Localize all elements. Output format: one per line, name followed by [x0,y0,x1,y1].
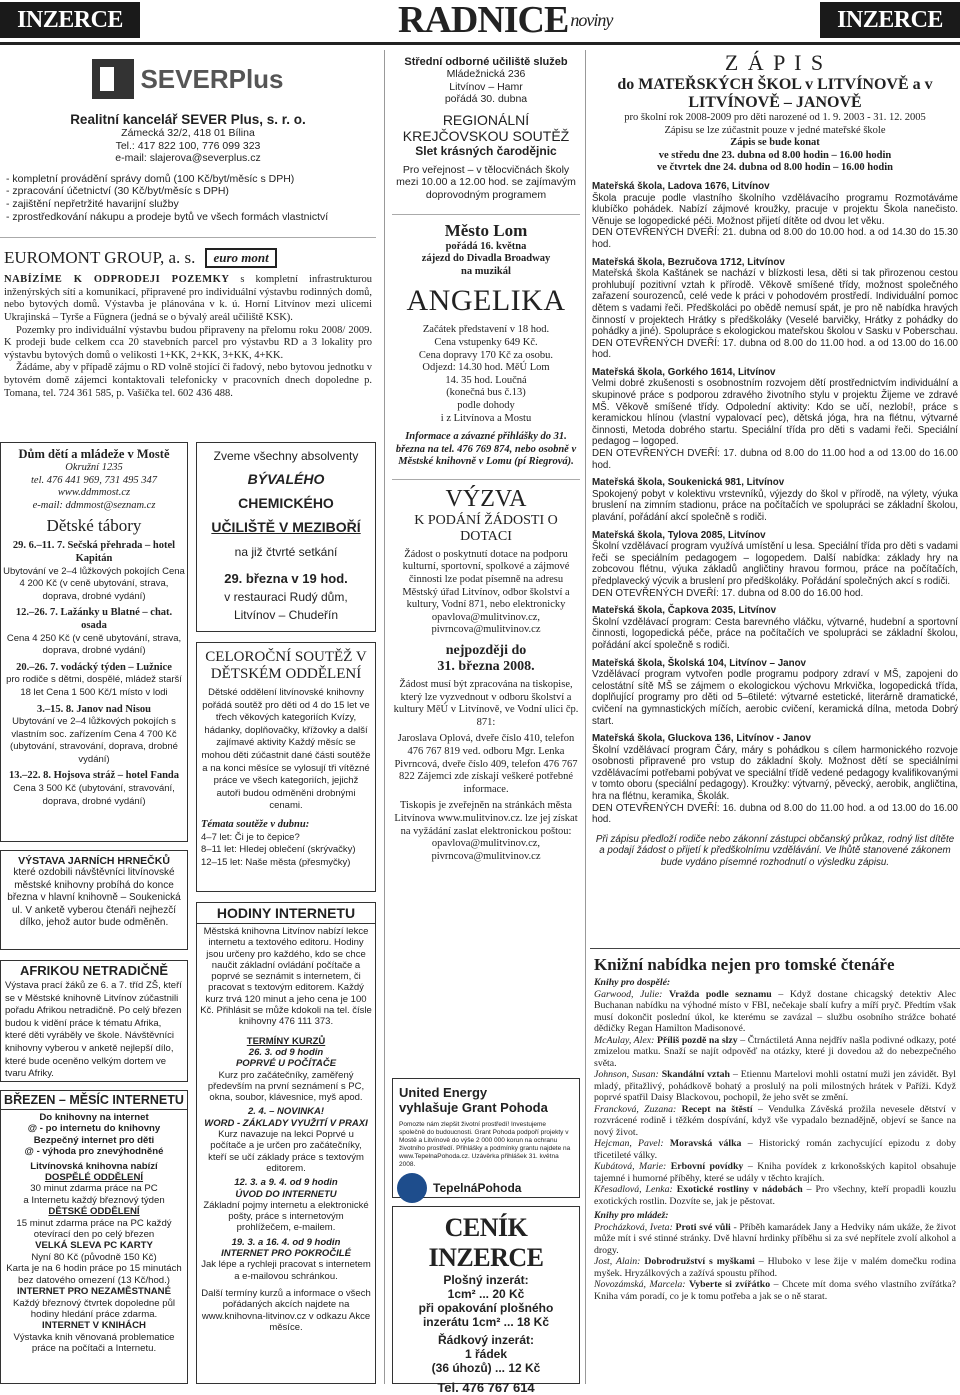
school-open: DEN OTEVŘENÝCH DVEŘÍ: 17. dubna od 8.00 do 11.00 hod. a od 13.00 do 16.00 hod. [592,337,958,361]
brezen-line: Nyní 80 Kč (původně 150 Kč) [31,1251,157,1263]
book-author: Garwood, Julie: [594,988,663,1000]
school-open: DEN OTEVŘENÝCH DVEŘÍ: 21. dubna od 8.00 do 10.00 hod. a od 14.30 do 15.30 hod. [592,227,958,250]
mesto-body-line: Cena vstupenky 649 Kč. [434,336,538,348]
school-name: Mateřská škola, Školská 104, Litvínov – Janov [592,657,807,669]
brezen-line: Každý březnový čtvrtek dopoledne půl hodiny hledání práce zdarma. [12,1297,176,1320]
book-author: Procházková, Iveta: [594,1221,673,1233]
book-title: Dobrodružství s myškami [644,1256,755,1267]
school-entry [592,367,958,471]
book-desc: – Historický román zachycující epizodu z doby třicetileté války. [594,1138,956,1161]
hodiny-term-body: Kurz navazuje na lekci Poprvé u počítače a je určen pro začátečníky, kteří se učí základy práce s textovým editorem. [208,1129,364,1174]
ucs-line: pořádá 30. dubna [444,93,528,106]
section-tab-left: INZERCE [0,2,140,38]
column-divider [585,50,586,1384]
severplus-company: Realitní kancelář SEVER Plus, s. r. o. [70,112,306,127]
hodiny-term-body: Jak lépe a rychleji pracovat s internetem a e-mailovou schránkou. [201,1259,371,1282]
ddm-item-body: Ubytování ve 2–4 lůžkových pokojích Cena 4 200 Kč (v ceně ubytování, strava, doprava, drobné vydání) [3,565,185,602]
book-title: Recept na štěstí [681,1103,753,1115]
ddm-item-head: 20.–26. 7. vodácký týden – Lužnice [16,661,172,673]
severplus-services [0,165,376,223]
ucs-body: Pro veřejnost – v tělocvičnách školy mezi 10.00 a 12.00 hod. se zajímavým doprovodným programem [396,163,576,201]
chemicke-line: na již čtvrté setkání [234,545,338,559]
school-name: Mateřská škola, Čapkova 2035, Litvínov [592,605,777,617]
severplus-ad [0,112,376,165]
mesto-body-line: podle dohody [457,399,515,411]
celorocni-topic: 8–11 let: Hledej oblečení (skrývačky) [201,844,356,856]
hrnecku-body: které ozdobili návštěvníci litvínovské městské knihovny probíhá do konce března v hlavní knihovně – Soukenická ul. V anketě vyberou čtenáři nejhezčí dílko, jehož autor bude odměněn. [7,867,181,929]
hodiny-term-body: Kurz pro začátečníky, zaměřený především na první seznámení s PC, okna, soubor, klávesnice, myš apod. [207,1069,365,1104]
hodiny-term-date: 2. 4. – NOVINKA! [247,1106,325,1118]
right-column [590,50,960,1384]
book-desc: – Kniha povídek z krkonošských kapitol obsahuje tajemné i humorné příběhy, které se udály v těchto krajích. [594,1161,956,1184]
book-desc: – Čtrnáctiletá Anna nejdřív našla podivné odkazy, poté zmizelou matku. Snaží se najít odpověď na otázky, které ji dovedou až do nebezpečného světa. [594,1034,956,1069]
brezen-line: VELKÁ SLEVA PC KARTY [35,1240,153,1252]
school-name: Mateřská škola, Bezručova 1712, Litvínov [592,256,785,268]
book-desc: – Když dostane chicagský detektiv Alec Buchanan nabídku na výhodné místo v FBI, nečekaje sbalí kufry a míří pryč. Předtím však musí dokončit poslední úkol, ke kterému se zavázal – službu osobního strážce bohaté dědičky Regan Hamilton Madisonové. [594,988,956,1034]
section-tab-right: INZERCE [820,2,960,38]
vyzva-body: Žádost o poskytnutí dotace na podporu kulturní, sportovní, spolkové a zájmové činnosti lze podat písemně na adresu Městský úřad Litvínov, odbor školství a kultury, Vodní 871, nebo elektronicky opavlova@mulitvinov.cz, pivrncova@mulitvinov.cz [402,548,570,636]
school-open: DEN OTEVŘENÝCH DVEŘÍ: 17. dubna od 8.00 do 11.00 hod a od 13.00 do 16.00 hod. [592,448,958,471]
afrikou-box [0,960,188,1082]
brezen-line: INTERNET PRO NEZAMĚSTNANÉ [16,1286,172,1298]
book-title: Skandální vztah [661,1069,730,1080]
ddm-item-body: Ubytování ve 2–4 lůžkových pokojích s vlastním soc. zařízením Cena 4 700 Kč (ubytování, stravování, doprava, drobné vydání) [10,716,178,765]
knizni-heading: Knihy pro mládež: [594,1210,669,1221]
euromont-title: EUROMONT GROUP, a. s. [4,248,196,268]
book-title: Vyberte si zvířátko [689,1279,771,1290]
book-entry [594,1069,956,1104]
chemicke-line: UČILIŠTĚ V MEZIBOŘÍ [211,519,361,535]
book-desc: – Hluboko v lese žije v malém domečku rodina myšek. Hryzálkových a zažívá spoustu příhod. [594,1256,956,1279]
book-entry [594,1184,956,1207]
book-author: Kubátová, Marie: [594,1161,667,1172]
book-author: Jost, Alain: [594,1256,641,1267]
book-author: Novozámská, Marcela: [594,1279,686,1290]
hodiny-box [196,902,376,1384]
school-text: Škola pracuje podle vlastního školního vzdělávacího programu Rozmotáváme klubíčko pohádek. Nabízí zájmové kroužky, pracuje v projektu Škola nanečisto. Věnuje se logopedické péči. Možnost přijetí dítěte od dvou let věku. [592,192,958,227]
school-text: Spokojený pobyt v kolektivu vrstevníků, výjezdy do škol v přírodě, na výlety, výuka bruslení na zimním stadionu, práce na počítačích ve spolupráci se základní školou, plavání, pořádání akcí společně s rodiči. [592,488,958,523]
service-item: - zajištění nepřetržité havarijní služby [6,197,179,210]
brezen-box [0,1090,188,1384]
celorocni-body: Dětské oddělení litvínovské knihovny pořádá soutěž pro děti od 4 do 15 let ve třech věkových kategoriích Kvízy, hádanky, doplňovačky, křížovky a další zajímavé aktivity Každý měsíc se mohou děti zúčastnit dané části soutěže a na konci měsíce se vylosují tři vítězné práce ve všech kategoriích, jejichž autoři budou odměněni drobnými cenami. [201,687,371,812]
ddm-subtitle: Dětské tábory [46,516,142,536]
chemicke-line: 29. března v 19 hod. [224,571,348,586]
book-entry [594,1256,956,1279]
euromont-lead: NABÍZÍME K ODPRODEJI POZEMKY [4,274,230,286]
brezen-line: Litvínovská knihovna nabízí [30,1160,158,1172]
euromont-logo: euro mont [205,248,276,268]
ddm-box [0,442,188,842]
chemicke-line: Zveme všechny absolventy [213,449,359,463]
cenik-ad [392,1206,580,1395]
hodiny-term-name: INTERNET PRO POKROČILÉ [221,1248,351,1260]
hodiny-term-name: WORD - ZÁKLADY VYUŽITÍ V PRAXI [204,1117,368,1129]
severplus-logo [0,56,376,102]
ucs-line: Střední odborné učiliště služeb [404,56,568,68]
celorocni-topic: 12–15 let: Naše města (přesmyčky) [201,856,351,868]
zapis-lead: Zápis se bude konat [730,137,820,149]
afrikou-body: Výstava prací žáků ze 6. a 7. tříd ZŠ, kteří se v Městské knihovně Litvínov zúčastnili pořadu Afrikou netradičně. Po celý březen budou k vidění práce k tématu Afrika, které děti vyráběly ve škole. Návštěvníci knihovny vyberou v anketě nejlepší dílo, které bude oceněno velkým dortem ve tvaru Afriky. [5,980,182,1080]
masthead [398,0,612,40]
mesto-line: pořádá 16. května [445,240,527,252]
school-text: Mateřská škola Kaštánek se nachází v blízkosti lesa, děti si tak přirozenou cestou prohlubují pozitivní vztah k přírodě. Věkově smíšené třídy, možnost společného zařazení sourozenců, celé vede k práci v pohodovém prostředí. Individuální pomoc dětem s vadami řeči. Předškoláci po obědě nemusí spát, je pro ně nabídka hravých činností v projektech Hrátky s předškoláky (Veselé barvičky, Hrátky z pohádky do pohádky a jiné). Spolupráce s ekologickou mateřskou školou v Sasku v Poberschau. [592,268,958,338]
hodiny-title: HODINY INTERNETU [197,903,375,924]
united-small: Pomozte nám zlepšit životní prostředí! Investujeme společně do budoucnosti. Grant Pohoda podpoří projekty v Mostě a Litvínově do výše 2 000 000 korun na ochranu životního prostředí. Přihlášky a podmínky grantu najdete na www.TepelnaPohoda.cz. Uzávěrka přihlášek 31. května 2008. [399,1121,571,1168]
service-item: - zpracování účetnictví (30 Kč/byt/měsíc s DPH) [6,185,229,198]
book-entry [594,989,956,1035]
school-entry [592,658,958,728]
hodiny-term-date: 19. 3. a 16. 4. od 9 hodin [231,1236,341,1248]
school-text: Vzdělávací program vytvořen podle programu podpory zdraví v MŠ, zapojeni do celostátní sítě MŠ se zájmem o ekologickou výchovu Mrkvička, logopedická třída, doplňující programy pro děti od 5–6tileté: výtvarné estetické, literárně dramatické, cvičení na gymnastických míčích, aerobic cvičení, keramická dílna, metoda Dobrý start. [592,669,958,727]
ddm-item-head: 3.–15. 8. Janov nad Nisou [36,703,152,715]
ddm-item [3,607,185,657]
chemicke-box [196,442,376,632]
vyzva-contacts: Jaroslava Oplová, dveře číslo 410, telefon 476 767 819 ved. odboru Mgr. Lenka Pivrncová, dveře číslo 409, telefon 476 767 822 Zájemci zde získají veškeré potřebné informace. [394,733,578,795]
masthead-title: RADNICE [398,0,569,41]
school-text: Školní vzdělávací program: Cesta barevného vláčku, výtvarné, hudební a sportovní činnosti, logopedická péče, práce na počítačích ve spolupráci se základní školou, pořádání akcí společně s rodiči. [592,616,958,651]
ddm-street: Okružní 1235 [65,462,123,473]
book-desc: – Vendulka Závěská prožila nevesele dětství v rozvrácené rodině i těžkém dospívání, když vše vypadalo beznadějně, objeví se šance na nový život. [594,1103,957,1138]
school-open: DEN OTEVŘENÝCH DVEŘÍ: 17. dubna od 8.00 do 16.00 hod. [592,587,864,599]
school-name: Mateřská škola, Tylova 2085, Litvínov [592,529,766,541]
book-title: Proti své vůli [675,1221,731,1233]
zapis-schools [590,181,960,869]
mesto-body-line: Odjezd: 14.30 hod. MěÚ Lom [422,362,550,374]
mesto-line: zájezd do Divadla Broadway [421,253,551,265]
school-name: Mateřská škola, Gluckova 136, Litvínov - Janov [592,733,811,745]
zapis-note: Při zápisu předloží rodiče nebo zákonní zástupci občanský průkaz, rodný list dítěte a podají žádost o přijetí k předškolnímu vzdělávání. Ve lhůtě stanovené zákonem bude vydáno písemné rozhodnutí o výsledku zápisu. [595,833,955,869]
chemicke-line: Litvínov – Chudeřín [233,608,339,622]
book-desc: – Chcete mít doma svého vlastního zvířátka? Kniha vám poradí, co je k tomu potřeba a jak se o ně starat. [594,1279,956,1302]
brezen-line: DĚTSKÉ ODDĚLENÍ [48,1206,140,1218]
book-entry [594,1035,956,1070]
vyzva-deadline: nejpozději do [445,643,527,659]
school-text: Školní vzdělávací program Čáry, máry s pohádkou s cílem harmonického rozvoje osobnosti připravené pro vstup do základní školy. Možnost dětí se speciálními vzdělávacími potřebami pobývat ve speciální třídě vedené pedagogy kvalifikovanými v tomto oboru (speciální pedagogy). Kroužky: výtvarný, pěvecký, aerobik, angličtina, hra na flétnu, keramika, Školák. [592,744,958,803]
ddm-item-head: 29. 6.–11. 7. Sečská přehrada – hotel Kapitán [12,540,176,564]
brezen-line: Do knihovny na internet [39,1112,149,1123]
vyzva-subtitle: K PODÁNÍ ŽÁDOSTI O DOTACI [414,512,558,544]
school-text: Školní vzdělávací program využívá umístění u lesa. Speciální třída pro děti s vadami řeči se speciálním pedagogem – logopedem. Další nabídka: základy hry na zobcovou flétnu, výuka základů angličtiny hravou formou, práce na počítačích, předplavecký výcvik a bruslení pro předškoláky. Pořádání společných akcí s rodiči. [592,541,958,587]
service-item: - kompletní provádění správy domů (100 Kč/byt/měsíc s DPH) [6,172,295,185]
ddm-item [3,540,185,603]
book-entry [594,1279,956,1302]
book-title: Vražda podle seznamu [668,988,772,1000]
chemicke-line: v restauraci Rudý dům, [224,590,348,604]
brezen-line: DOSPĚLÉ ODDĚLENÍ [44,1172,144,1184]
brezen-line: @ - výhoda pro znevýhodněné [24,1146,164,1158]
page-header [0,0,960,44]
zapis-lead: pro školní rok 2008-2009 pro děti narozené od 1. 9. 2003 - 31. 12. 2005 [624,112,926,123]
cenik-line: 1 řádek [464,1347,508,1361]
knizni-heading: Knihy pro dospělé: [594,977,671,988]
brezen-line: Karta je na 6 hodin práce po 15 minutách bez datového omezení (13 Kč/hod.) [6,1263,182,1286]
ucs-line: Litvínov – Hamr [449,80,523,93]
school-name: Mateřská škola, Soukenická 981, Litvínov [592,477,785,489]
hodiny-foot: Další termíny kurzů a informace o všech pořádaných akcích najdete na www.knihovna-litvinov.cz v odkazu Akce měsíce. [201,1287,371,1333]
united-subtitle: vyhlašuje Grant Pohoda [399,1100,548,1115]
book-author: McAulay, Alex: [594,1034,655,1046]
zapis-header [590,50,960,175]
ucs-ad [392,50,580,202]
cenik-title: CENÍK INZERCE [428,1213,544,1272]
cenik-line: (36 úhozů) ... 12 Kč [431,1361,541,1375]
middle-column [392,50,580,1395]
ddm-item [3,704,185,767]
book-title: Exotické rostliny v nádobách [676,1184,803,1195]
mesto-show: ANGELIKA [406,284,566,318]
celorocni-title: CELOROČNÍ SOUTĚŽ V DĚTSKÉM ODDĚLENÍ [205,649,367,682]
euromont-ad [0,248,376,400]
ddm-tel: tel. 476 441 969, 731 495 347 [31,474,157,486]
school-entry [592,605,958,651]
mesto-body-line: (konečná bus č.13) [446,387,526,399]
united-ad [392,1078,580,1198]
severplus-logo-text: SEVERPlus [140,63,284,94]
ddm-email[interactable]: e-mail: ddmmost@seznam.cz [32,499,156,511]
celorocni-box [196,642,376,892]
book-entry [594,1138,956,1161]
zapis-title: Z Á P I S [724,50,826,75]
brezen-line: INTERNET V KNIHÁCH [42,1320,146,1332]
header-rule [0,42,960,45]
vyzva-body3: Tiskopis je zveřejněn na stránkách města Litvínova www.mulitvinov.cz. lze jej získat na vyžádání zaslat elektronickou poštou: opavlova@mulitvinov.cz, pivrncova@mulitvinov.cz [394,800,578,862]
ddm-web[interactable]: www.ddmmost.cz [57,487,131,499]
chemicke-line: CHEMICKÉHO [238,495,334,511]
brezen-line: a Internetu každý březnový týden [23,1194,165,1206]
mesto-line: na muzikál [461,265,511,277]
book-desc: - Příběh kamarádek Jany a Hedviky nám ukáže, že život může mít i své stinné stránky. Dvě hlavní hrdinky příběhu si za své nepřítele zvolí alkohol a drogy. [594,1221,957,1256]
mesto-body-line: Začátek představení v 18 hod. [422,324,550,336]
hrnecku-box [0,850,188,950]
zapis-lead: ve středu dne 23. dubna od 8.00 hodin – 16.00 hodin [658,149,892,161]
cenik-phone: Tel. 476 767 614 [437,1380,535,1395]
cenik-line: při opakování plošného [418,1301,554,1315]
masthead-sub: noviny [570,10,613,30]
ddm-item-head: 13.–22. 8. Hojsova stráž – hotel Fanda [8,770,180,782]
divider [0,237,376,238]
ddm-item-body: Cena 4 250 Kč (v ceně ubytování, strava, doprava, drobné vydání) [6,632,182,657]
ddm-item-head: 12.–26. 7. Lažánky u Blatné – chat. osada [15,607,173,631]
celorocni-topic-head: Témata soutěže v dubnu: [201,818,310,830]
school-entry [592,530,958,600]
severplus-email[interactable]: e-mail: slajerova@severplus.cz [115,152,261,165]
brezen-title: BŘEZEN – MĚSÍC INTERNETU [1,1091,187,1110]
brezen-line: Bezpečný internet pro děti [33,1134,155,1146]
tepelna-pohoda-icon [397,1173,427,1203]
book-author: Hejcman, Pavel: [594,1138,664,1149]
book-author: Francková, Zuzana: [594,1103,677,1115]
book-title: Erbovní povídky [670,1161,744,1172]
ddm-item [3,770,185,808]
hrnecku-title: VÝSTAVA JARNÍCH HRNEČKŮ [18,855,170,867]
chemicke-line: BÝVALÉHO [247,471,325,487]
book-desc: – Pro všechny, kteří propadli kouzlu exotických rostlin. Dozvíte se, jak je pěstovat. [594,1184,957,1207]
school-text: Velmi dobré zkušenosti s osobnostním rozvojem dětí prostřednictvím individuální a skupinové práce s podporou zdravého životního stylu v projektu Žijeme ve zdravé MŠ. Věkově smíšené třídy. Odpolední aktivity: Kdo se učí, nezlobí!, práce s keramickou hlínou (vlastní vypalovací pec), dětská jóga, hra na flétnu, výtvarné činnosti, Metoda dobrého startu. Speciální třída pro děti s vadami řeči. Speciální pedagog – logoped. [592,378,958,448]
mesto-info: Informace a závazné přihlášky do 31. března na tel. 476 769 874, nebo osobně v Městské knihovně v Lomu (pí Riegrová). [395,431,577,468]
school-entry [592,477,958,523]
hodiny-body: Městská knihovna Litvínov nabízí lekce internetu a textového editoru. Hodiny jsou určeny pro každého, kdo se chce naučit základní ovládání počítače a poprvé se seznámit s internetem, či pracovat s textovým editorem. Každý kurz trvá 120 minut a jeho cena je 100 Kč. Přihlásit se může kdokoli na tel. čísle knihovny 476 111 373. [200,926,372,1028]
brezen-line: 30 minut zdarma práce na PC [30,1183,158,1195]
afrikou-title: AFRIKOU NETRADIČNĚ [19,963,169,978]
mesto-ad [392,221,580,469]
book-author: Johnson, Susan: [594,1069,659,1080]
severplus-logo-mark-icon [92,59,134,99]
mesto-title: Město Lom [444,220,528,240]
school-name: Mateřská škola, Ladova 1676, Litvínov [592,180,770,192]
hodiny-term-name: POPRVÉ U POČÍTAČE [235,1058,337,1070]
mesto-body-line: Cena dopravy 170 Kč za osobu. [418,349,554,361]
zapis-subtitle: do MATEŘSKÝCH ŠKOL v LITVÍNOVĚ a v LITVÍNOVĚ – JANOVĚ [617,76,933,111]
book-entry [594,1104,956,1139]
cenik-line: Plošný inzerát: [443,1273,529,1287]
hodiny-term-date: 26. 3. od 9 hodin [248,1046,324,1058]
knizni-title: Knižní nabídka nejen pro tomské čtenáře [594,955,895,974]
cenik-line: Řádkový inzerát: [437,1333,535,1347]
ucs-title: REGIONÁLNÍ KREJČOVSKOU SOUTĚŽ [402,111,570,144]
column-divider [384,50,385,1384]
euromont-p1: s kompletní infrastrukturou inženýrských sítí a komunikací, připravené pro individuální výstavbu rodinných domů, nebo bytových domů. Výstavba je plánována v k. ú. Horní Litvínov mezi ulicemi Ukrajinská – Tyrše a Fügnera (jedná se o bývalý areál učiliště KSK). [4,274,373,323]
divider [392,479,580,480]
celorocni-topic: 4–7 let: Či je to čepice? [201,831,300,843]
tepelna-pohoda-logo: TepelnáPohoda [433,1181,522,1195]
school-open: DEN OTEVŘENÝCH DVEŘÍ: 16. dubna od 8.00 do 11.00 hod. a od 13.00 do 16.00 hod. [592,802,958,826]
divider [392,214,580,215]
ucs-subtitle: Slet krásných čarodějnic [415,143,557,158]
hodiny-term-name: ÚVOD DO INTERNETU [235,1188,337,1200]
left-column [0,50,376,1384]
hodiny-term-body: Základní pojmy internetu a elektronické pošty, práce s internetovým prohlížečem, e-mailem. [203,1199,369,1234]
brezen-line: @ - po internetu do knihovny [27,1123,161,1135]
ddm-item-body: pro rodiče s dětmi, dospělé, mládež starší 18 let Cena 1 500 Kč/1 místo v lodi [6,674,182,698]
hodiny-terms-head: TERMÍNY KURZŮ [246,1035,326,1047]
ddm-title: Dům dětí a mládeže v Mostě [18,447,170,461]
vyzva-ad [392,486,580,863]
school-entry [592,181,958,251]
severplus-phone: Tel.: 417 822 100, 776 099 323 [115,139,261,152]
service-item: - zprostředkování nákupu a prodeje bytů ve všech formách vlastnictví [6,210,329,223]
united-title: United Energy [399,1085,488,1100]
book-author: Křesadlová, Lenka: [594,1184,673,1195]
ddm-item [3,662,185,700]
book-entry [594,1161,956,1184]
mesto-body-line: 14. 35 hod. Loučná [445,374,527,386]
euromont-p3: Žádáme, aby v případě zájmu o RD volně stojící či řadový, nebo bytovou jednotku v bytovém domě zájemci kontaktovali telefonicky v pracovních dnech dopoledne p. Tomana, tel. 724 361 585, p. Vašíčka tel. 602 436 488. [4,362,372,399]
vyzva-body2: Žádost musí být zpracována na tiskopise, který lze vyzvednout v odboru školství a kultury MěÚ v Litvínově, ve Vodní ulici čp. 871: [393,679,579,728]
knizni-section [590,948,960,1384]
zapis-lead: Zápisu se lze zúčastnit pouze v jedné mateřské škole [664,124,886,136]
hodiny-term-date: 12. 3. a 9. 4. od 9 hodin [234,1177,338,1189]
zapis-lead: ve čtvrtek dne 24. dubna od 8.00 hodin – 16.00 hodin [656,162,893,174]
brezen-line: Výstavka knih věnovaná problematice práce na počítači a Internetu. [13,1331,175,1355]
book-title: Příliš pozdě na slzy [656,1034,738,1046]
vyzva-title: VÝZVA [445,485,527,512]
school-entry [592,257,958,361]
school-name: Mateřská škola, Gorkého 1614, Litvínov [592,366,776,378]
euromont-p2: Pozemky pro individuální výstavbu budou připraveny na přelomu roku 2008/ 2009. K prodeji bude celkem cca 20 stavebních parcel pro výstavbu RD a 3 lokality pro výstavbu bytových domů o velikosti 1+KK, 2+KK, 3+KK, 4+KK. [4,324,372,361]
school-entry [592,733,958,826]
brezen-line: 15 minut zdarma práce na PC každý otevírací den po celý březen [16,1217,172,1241]
book-entry [594,1222,956,1257]
ucs-line: Mládežnická 236 [446,68,526,80]
ddm-item-body: Cena 3 500 Kč (ubytování, stravování, doprava, drobné vydání) [13,783,175,807]
vyzva-deadline: 31. března 2008. [437,659,535,675]
severplus-address: Zámecká 32/2, 418 01 Bílina [121,127,255,139]
cenik-line: 1cm² ... 20 Kč [447,1287,525,1301]
mesto-body-line: i z Litvínova a Mostu [440,412,532,424]
cenik-line: inzerátu 1cm² ... 18 Kč [422,1315,550,1329]
book-desc: – Etiennu Martelovi mohli ostatní muži jen závidět. Byl mladý, přitažlivý, pohádkově bohatý a proslulý na poli milostných hrátek v Paříži. Když poprvé spatřil Daisy Blackovou, pochopil, že jeho svět se změní. [594,1069,956,1103]
book-title: Moravská válka [669,1138,742,1149]
